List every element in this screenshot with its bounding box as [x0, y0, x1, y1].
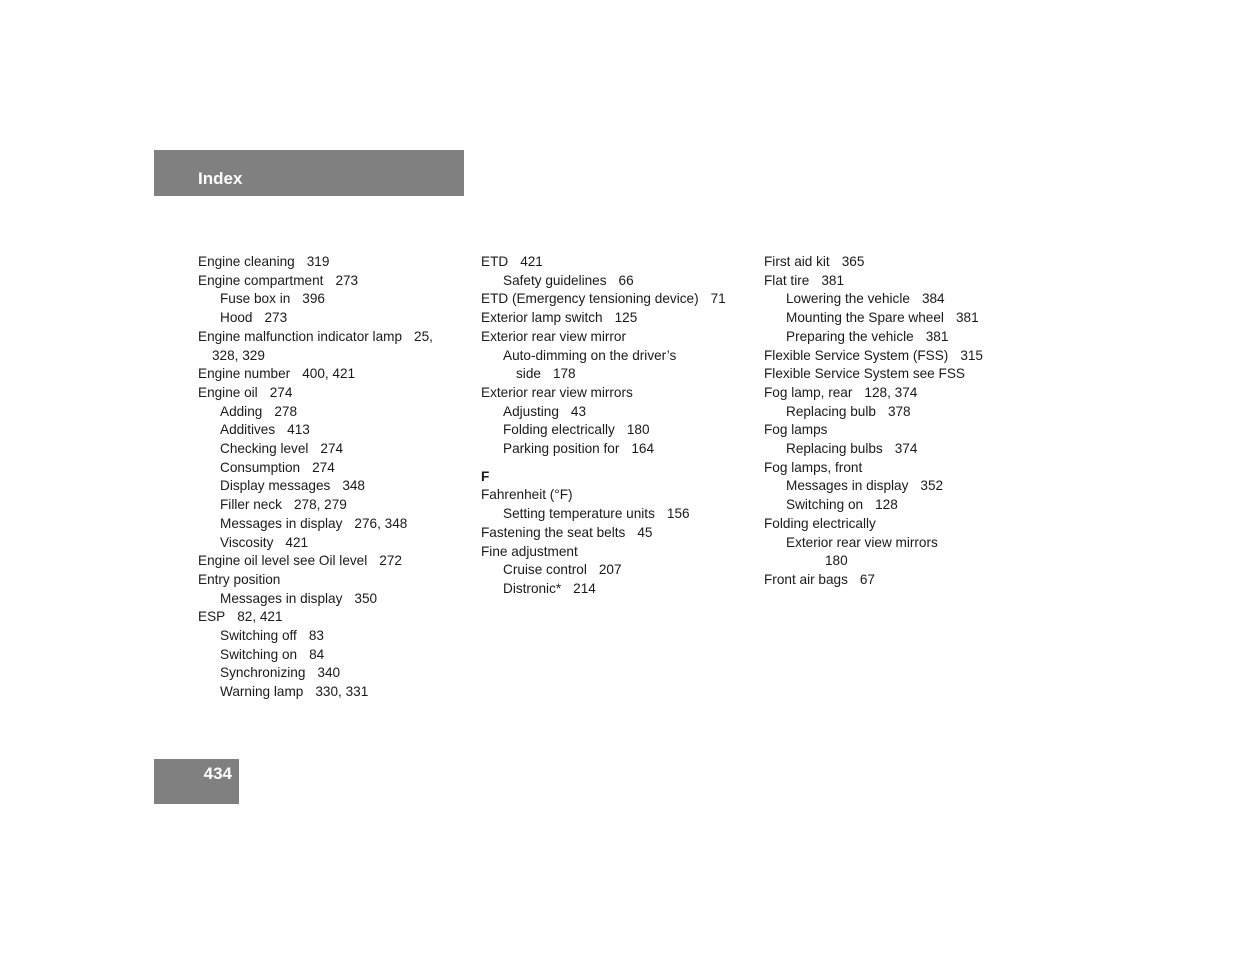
- index-term: Hood: [220, 310, 253, 326]
- index-page-ref[interactable]: 274: [312, 459, 335, 475]
- index-entry: [764, 384, 1024, 403]
- index-subentry: [198, 309, 463, 328]
- index-term: ESP: [198, 609, 226, 625]
- index-page-ref[interactable]: 381: [821, 272, 845, 288]
- index-entry: [764, 571, 1024, 590]
- index-subentry: [198, 496, 463, 515]
- index-subentry: [481, 272, 746, 291]
- index-term: Exterior rear view mirror: [481, 328, 627, 344]
- index-entry: [764, 272, 1024, 291]
- index-column-3: [764, 253, 1024, 590]
- index-page-ref[interactable]: 84: [309, 646, 325, 662]
- index-subentry: [764, 403, 1024, 422]
- index-subentry: [198, 440, 463, 459]
- index-subentry: [198, 515, 463, 534]
- index-term: Distronic*: [503, 580, 562, 596]
- index-term: Lowering the vehicle: [786, 291, 910, 307]
- index-subentry: [481, 505, 746, 524]
- index-term: Flexible Service System (FSS): [764, 347, 949, 363]
- index-entry: [198, 608, 463, 627]
- index-page-ref[interactable]: 125: [614, 310, 638, 326]
- index-term: Exterior lamp switch: [481, 310, 603, 326]
- index-page-ref[interactable]: 350: [354, 590, 378, 606]
- index-term: Engine compartment: [198, 272, 324, 288]
- index-entry: [481, 253, 746, 272]
- index-entry: [481, 328, 746, 347]
- index-term: Folding electrically: [503, 422, 615, 438]
- index-term: Switching on: [220, 646, 298, 662]
- index-term: Engine oil level see Oil level: [198, 553, 368, 569]
- index-page-ref[interactable]: 340: [317, 665, 341, 681]
- index-term: Cruise control: [503, 562, 587, 578]
- section-header-bar: [154, 150, 464, 196]
- index-term: Fine adjustment: [481, 543, 578, 559]
- index-entry: [481, 524, 746, 543]
- index-term: Engine cleaning: [198, 254, 295, 269]
- index-term: Fog lamps: [764, 422, 828, 438]
- index-subentry: [198, 421, 463, 440]
- index-page-ref[interactable]: 178: [552, 366, 576, 382]
- index-entry: [198, 384, 463, 403]
- index-term: ETD (Emergency tensioning device): [481, 291, 699, 307]
- index-entry: [481, 290, 746, 309]
- index-subentry: [198, 683, 463, 702]
- index-entry: [764, 459, 1024, 478]
- index-subentry: [764, 477, 1024, 496]
- index-page-ref[interactable]: 274: [269, 384, 293, 400]
- index-entry: [198, 571, 463, 590]
- index-entry: [481, 543, 746, 562]
- index-term: Messages in display: [220, 590, 343, 606]
- index-column-2: [481, 253, 746, 599]
- index-term: Setting temperature units: [503, 506, 655, 522]
- index-term: Replacing bulbs: [786, 441, 883, 457]
- index-term: Messages in display: [220, 515, 343, 531]
- index-page-ref[interactable]: 396: [302, 291, 325, 307]
- index-entry: [764, 421, 1024, 440]
- index-term: side: [516, 366, 541, 382]
- index-subentry: [764, 534, 1024, 553]
- index-term: F: [481, 468, 490, 484]
- page-number-box: [154, 759, 239, 804]
- index-entry: [198, 328, 463, 347]
- index-page-ref[interactable]: 384: [921, 291, 945, 307]
- index-page-ref[interactable]: 180: [626, 422, 650, 438]
- index-page-ref[interactable]: 278, 279: [293, 497, 347, 513]
- index-entry: [198, 365, 463, 384]
- index-term: First aid kit: [764, 254, 830, 269]
- index-subentry: [198, 290, 463, 309]
- index-entry: [764, 365, 1024, 384]
- index-entry: [198, 552, 463, 571]
- index-page-ref[interactable]: 45: [637, 524, 653, 540]
- index-term: Fastening the seat belts: [481, 524, 626, 540]
- index-page-ref[interactable]: 164: [631, 441, 655, 457]
- index-term: Adjusting: [503, 403, 559, 419]
- index-term: Flexible Service System see FSS: [764, 366, 965, 382]
- index-term: Exterior rear view mirrors: [481, 384, 633, 400]
- page-number: 434: [203, 764, 232, 783]
- index-page-ref[interactable]: 128: [875, 497, 898, 513]
- index-term: Folding electrically: [764, 515, 876, 531]
- index-term: Preparing the vehicle: [786, 328, 914, 344]
- index-page-ref[interactable]: 400, 421: [302, 366, 356, 382]
- index-page-ref[interactable]: 156: [666, 506, 690, 522]
- index-entry: [764, 552, 1024, 571]
- index-term: Display messages: [220, 478, 331, 494]
- index-page-ref[interactable]: 67: [859, 571, 875, 587]
- index-page-ref[interactable]: 273: [335, 272, 359, 288]
- index-subentry: [764, 328, 1024, 347]
- index-entry: [481, 486, 746, 505]
- index-page-ref[interactable]: 214: [573, 580, 596, 596]
- index-term: Front air bags: [764, 571, 848, 587]
- index-term: Switching off: [220, 628, 297, 644]
- index-entry: [764, 253, 1024, 272]
- index-term: Consumption: [220, 459, 301, 475]
- index-subentry: [198, 534, 463, 553]
- index-page-ref[interactable]: 374: [894, 441, 918, 457]
- index-page-ref[interactable]: 128, 374: [864, 384, 918, 400]
- index-subentry: [198, 664, 463, 683]
- index-entry: [764, 515, 1024, 534]
- index-page-ref[interactable]: 365: [841, 254, 865, 269]
- index-term: Switching on: [786, 497, 864, 513]
- index-subentry: [764, 440, 1024, 459]
- index-page-ref[interactable]: 330, 331: [315, 684, 369, 700]
- index-page-ref[interactable]: 352: [920, 478, 944, 494]
- index-term: Safety guidelines: [503, 272, 607, 288]
- index-term: Checking level: [220, 441, 309, 457]
- index-entry: [198, 253, 463, 272]
- section-title: Index: [198, 169, 243, 188]
- index-term: Additives: [220, 422, 276, 438]
- index-page-ref[interactable]: 272: [379, 553, 402, 569]
- index-page-ref[interactable]: 378: [887, 403, 911, 419]
- index-subentry: [481, 347, 746, 366]
- index-page-ref[interactable]: 421: [285, 534, 309, 550]
- index-subentry: [198, 590, 463, 609]
- index-page-ref[interactable]: 43: [570, 403, 587, 419]
- index-page-ref[interactable]: 276, 348: [354, 515, 408, 531]
- index-term: Flat tire: [764, 272, 810, 288]
- index-term: 328, 329: [212, 347, 265, 363]
- index-subentry: [481, 440, 746, 459]
- index-subentry: [481, 403, 746, 422]
- index-page-ref[interactable]: 278: [274, 403, 298, 419]
- index-subentry: [481, 421, 746, 440]
- index-term: Exterior rear view mirrors: [786, 534, 938, 550]
- index-term: Parking position for: [503, 441, 620, 457]
- index-page-ref[interactable]: 381: [955, 310, 979, 326]
- index-page-ref[interactable]: 66: [618, 272, 634, 288]
- index-page-ref[interactable]: 315: [960, 347, 983, 363]
- index-letter-heading: [481, 468, 746, 487]
- index-term: Auto-dimming on the driver’s: [503, 347, 677, 363]
- index-page-ref[interactable]: 207: [598, 562, 622, 578]
- index-page-ref[interactable]: 381: [925, 328, 949, 344]
- index-subentry: [198, 627, 463, 646]
- index-page-ref[interactable]: 319: [306, 254, 330, 269]
- index-page-ref[interactable]: 274: [320, 441, 344, 457]
- index-term: Engine oil: [198, 384, 258, 400]
- index-subentry: [198, 459, 463, 478]
- index-term: Messages in display: [786, 478, 909, 494]
- index-term: Fahrenheit (°F): [481, 487, 573, 503]
- index-page-ref[interactable]: 273: [264, 310, 288, 326]
- index-page-ref[interactable]: 71: [710, 291, 726, 307]
- index-subentry: [481, 561, 746, 580]
- index-term: Adding: [220, 403, 263, 419]
- index-page-ref[interactable]: 83: [308, 628, 324, 644]
- index-page-ref[interactable]: 348: [342, 478, 365, 494]
- index-subentry: [764, 290, 1024, 309]
- index-term: ETD: [481, 254, 509, 269]
- index-term: Replacing bulb: [786, 403, 876, 419]
- index-column-1: [198, 253, 463, 702]
- index-page-ref[interactable]: 413: [287, 422, 310, 438]
- index-entry: [481, 365, 746, 384]
- index-subentry: [764, 496, 1024, 515]
- index-entry: [198, 272, 463, 291]
- index-page-ref[interactable]: 25,: [414, 328, 433, 344]
- index-term: Fog lamp, rear: [764, 384, 853, 400]
- index-page-ref[interactable]: 421: [520, 254, 543, 269]
- index-term: 180: [825, 553, 848, 569]
- index-term: Fuse box in: [220, 291, 291, 307]
- index-entry: [481, 384, 746, 403]
- index-term: Warning lamp: [220, 684, 304, 700]
- index-entry: [481, 309, 746, 328]
- index-subentry: [198, 403, 463, 422]
- index-page-ref[interactable]: 82, 421: [237, 609, 283, 625]
- index-term: Viscosity: [220, 534, 274, 550]
- index-subentry: [198, 477, 463, 496]
- index-subentry: [198, 646, 463, 665]
- index-entry: [764, 347, 1024, 366]
- index-term: Filler neck: [220, 497, 282, 513]
- index-entry: [198, 347, 463, 366]
- index-subentry: [764, 309, 1024, 328]
- index-term: Engine number: [198, 366, 291, 382]
- index-term: Synchronizing: [220, 665, 306, 681]
- index-subentry: [481, 580, 746, 599]
- index-term: Fog lamps, front: [764, 459, 863, 475]
- index-term: Engine malfunction indicator lamp: [198, 328, 403, 344]
- index-term: Entry position: [198, 571, 281, 587]
- index-term: Mounting the Spare wheel: [786, 310, 944, 326]
